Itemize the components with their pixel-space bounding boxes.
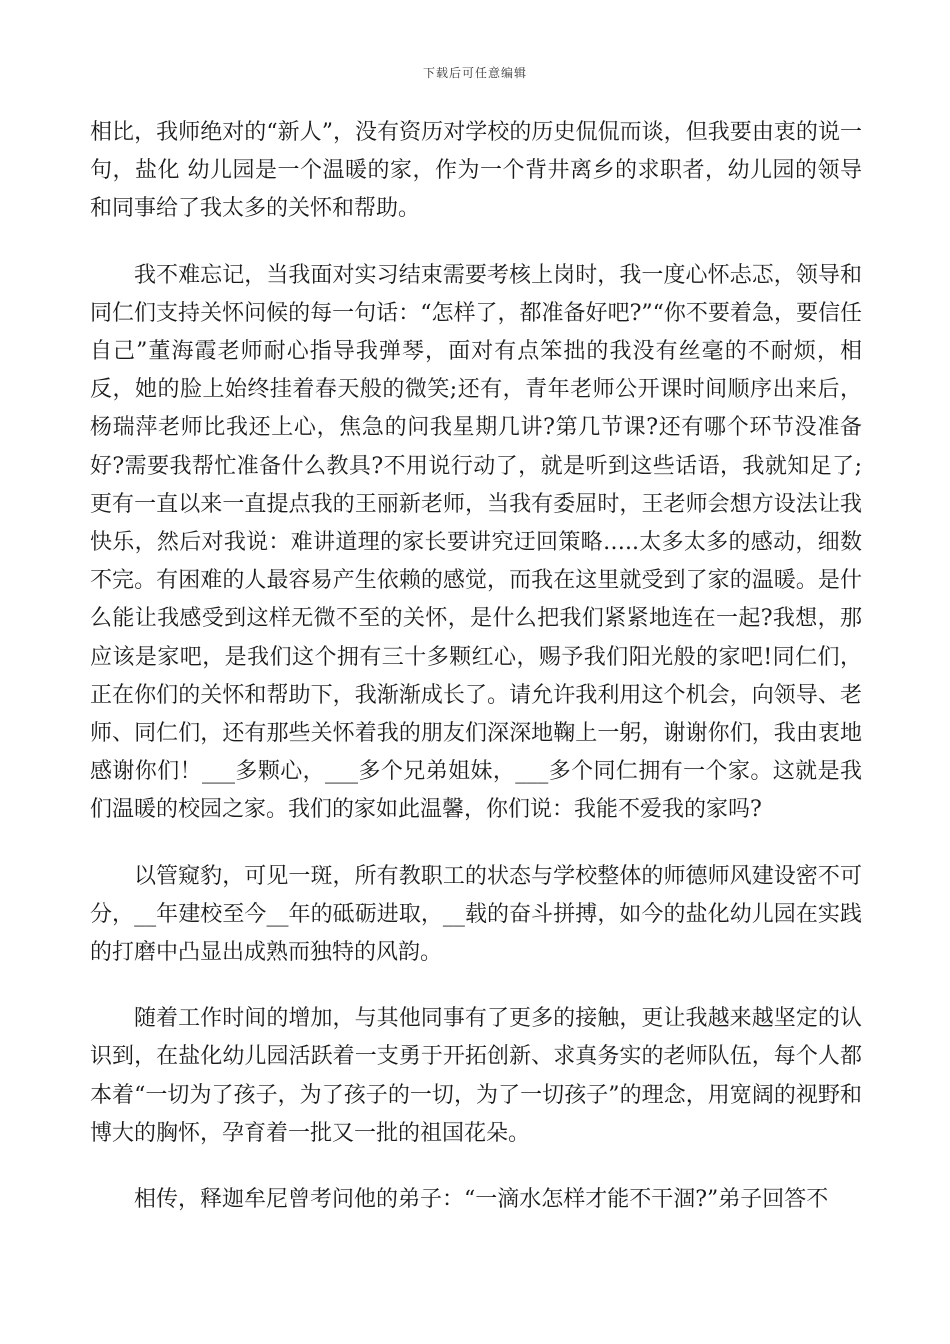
paragraph-1: 相比，我师绝对的“新人”，没有资历对学校的历史侃侃而谈，但我要由衷的说一句，盐化 幼儿园是一个温暖的家，作为一个背井离乡的求职者，幼儿园的领导和同事给了我太多的关怀和帮助。 — [90, 120, 862, 222]
paragraph-2: 我不难忘记，当我面对实习结束需要考核上岗时，我一度心怀忐忑，领导和同仁们支持关怀问候的每一句话：“怎样了，都准备好吧?”“你不要着急，要信任自己”董海霞老师耐心指导我弹琴，面对有点笨拙的我没有丝毫的不耐烦，相反，她的脸上始终挂着春天般的微笑;还有，青年老师公开课时间顺序出来后，杨瑞萍老师比我还上心，焦急的问我星期几讲?第几节课?还有哪个环节没准备好?需要我帮忙准备什么教具?不用说行动了，就是听到这些话语，我就知足了;更有一直以来一直提点我的王丽新老师，当我有委屈时，王老师会想方设法让我快乐，然后对我说：难讲道理的家长要讲究迂回策略…..太多太多的感动，细数不完。有困难的人最容易产生依赖的感觉，而我在这里就受到了家的温暖。是什么能让我感受到这样无微不至的关怀，是什么把我们紧紧地连在一起?我想，那应该是家吧，是我们这个拥有三十多颗红心，赐予我们阳光般的家吧!同仁们，正在你们的关怀和帮助下，我渐渐成长了。请允许我利用这个机会，向领导、老师、同仁们，还有那些关怀着我的朋友们深深地鞠上一躬，谢谢你们，我由衷地感谢你们！___多颗心，___多个兄弟姐妹，___多个同仁拥有一个家。这就是我们温暖的校园之家。我们的家如此温馨，你们说：我能不爱我的家吗? — [90, 262, 862, 823]
document-body — [90, 114, 862, 1247]
page-header: 下载后可任意编辑 — [422, 66, 527, 80]
paragraph-3: 以管窥豹，可见一斑，所有教职工的状态与学校整体的师德师风建设密不可分，__年建校至今__年的砥砺进取，__载的奋斗拼搏，如今的盐化幼儿园在实践的打磨中凸显出成熟而独特的风韵。 — [90, 863, 862, 966]
paragraph-5: 相传，释迦牟尼曾考问他的弟子：“一滴水怎样才能不干涸?”弟子回答不 — [134, 1187, 829, 1213]
paragraph-4: 随着工作时间的增加，与其他同事有了更多的接触，更让我越来越坚定的认识到，在盐化幼儿园活跃着一支勇于开拓创新、求真务实的老师队伍，每个人都本着“一切为了孩子，为了孩子的一切，为了一切孩子”的理念，用宽阔的视野和博大的胸怀，孕育着一批又一批的祖国花朵。 — [90, 1006, 862, 1146]
